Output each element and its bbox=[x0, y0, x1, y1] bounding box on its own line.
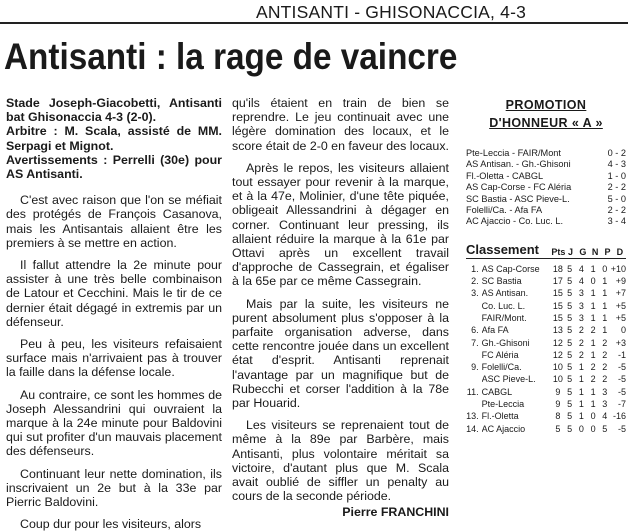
standings-p: 5 bbox=[602, 423, 608, 434]
standings-row bbox=[466, 361, 626, 373]
standings-n: 0 bbox=[590, 423, 596, 434]
standings-g: 1 bbox=[578, 386, 584, 397]
standings-rank: 14. bbox=[466, 423, 479, 434]
standings-p: 2 bbox=[602, 362, 608, 373]
standings-d: -5 bbox=[618, 386, 627, 397]
standings-n: 1 bbox=[590, 263, 596, 274]
standings-n: 1 bbox=[590, 300, 596, 311]
headline: Antisanti : la rage de vaincre bbox=[4, 36, 458, 77]
standings-j: 5 bbox=[567, 337, 573, 348]
standings-rank: 9. bbox=[471, 362, 479, 373]
standings-team: AS Antisan. bbox=[481, 288, 529, 299]
standings-team: Folelli/Ca. bbox=[481, 362, 522, 373]
standings-team: CABGL bbox=[481, 386, 513, 397]
col-header-d: D bbox=[616, 246, 624, 257]
standings-n: 2 bbox=[590, 325, 596, 336]
article-paragraph: Les visiteurs se reprenaient tout de même à la 89e par Barbère, mais Antisanti, plus volontaire méritait sa victoire, d'autant plus que M. Scala avait oublié de siffler un penalty au cours de la seconde période. bbox=[232, 418, 449, 504]
standings-j: 5 bbox=[567, 411, 573, 422]
standings-j: 5 bbox=[567, 399, 573, 409]
standings-g: 2 bbox=[578, 325, 584, 336]
standings-pts: 17 bbox=[552, 276, 563, 287]
standings-pts: 13 bbox=[552, 325, 563, 336]
standings-team: Gh.-Ghisoni bbox=[481, 337, 530, 348]
standings-d: +10 bbox=[610, 263, 627, 274]
results-list bbox=[466, 148, 626, 228]
article-column-2 bbox=[232, 96, 449, 520]
standings-rank bbox=[466, 398, 482, 410]
article-paragraph: Après le repos, les visiteurs allaient tout essayer pour revenir à la marque, et à la 47e, Molinier, d'une tête piquée, obligeait Allessandrini à dégager en corner. Continuant leur pressing, ils allaient réduire la marque à la 61e par Ottavi après un excellent travail d'approche de Cassegrain, et égaliser à la 65e par ce même Cassegrain. bbox=[232, 160, 449, 289]
standings-p: 1 bbox=[602, 325, 608, 336]
standings-j: 5 bbox=[567, 386, 573, 397]
standings-n: 0 bbox=[590, 276, 596, 287]
standings-rule bbox=[466, 258, 626, 259]
standings-rank: 2. bbox=[471, 276, 479, 287]
article-paragraph: Continuant leur nette domination, ils inscrivaient un 2e but à la 33e par Pierric Baldovini. bbox=[6, 466, 222, 510]
standings-rank: 7. bbox=[471, 337, 479, 348]
standings-pts: 8 bbox=[555, 411, 561, 422]
standings-row bbox=[466, 373, 626, 385]
standings-g: 3 bbox=[578, 288, 584, 299]
standings-d: +9 bbox=[615, 276, 627, 287]
standings-j: 5 bbox=[567, 423, 573, 434]
standings-n: 1 bbox=[590, 337, 596, 348]
standings-rank: 6. bbox=[471, 325, 479, 336]
standings-n: 1 bbox=[590, 288, 596, 299]
standings-p: 1 bbox=[602, 276, 608, 287]
kicker-rule bbox=[0, 22, 628, 24]
standings-j: 5 bbox=[567, 374, 573, 385]
standings-p: 3 bbox=[602, 399, 608, 409]
league-sidebar bbox=[466, 96, 626, 435]
standings-pts: 9 bbox=[555, 386, 561, 397]
standings-rank bbox=[466, 312, 482, 324]
result-teams: AC Ajaccio - Co. Luc. L. bbox=[466, 216, 564, 227]
standings-d: -1 bbox=[618, 349, 627, 360]
standings-p: 2 bbox=[602, 349, 608, 360]
result-row bbox=[466, 159, 626, 170]
standings-row bbox=[466, 263, 626, 275]
standings-row bbox=[466, 324, 626, 336]
standings-rank: 3. bbox=[471, 288, 479, 299]
standings-pts: 12 bbox=[552, 349, 563, 360]
standings-pts: 15 bbox=[552, 312, 563, 323]
kicker-title: ANTISANTI - GHISONACCIA, 4-3 bbox=[255, 2, 527, 22]
standings-pts: 10 bbox=[552, 374, 563, 385]
standings-pts: 12 bbox=[552, 337, 563, 348]
result-score: 1 - 0 bbox=[607, 170, 626, 181]
standings-row bbox=[466, 398, 626, 410]
result-row bbox=[466, 182, 626, 193]
article-paragraph: Il fallut attendre la 2e minute pour assister à une très belle combinaison de Latour et Cecchini. Mais le tir de ce dernier était dégagé in extremis par un défenseur. bbox=[6, 258, 222, 329]
standings-pts: 15 bbox=[552, 288, 563, 299]
standings-g: 3 bbox=[578, 300, 584, 311]
article-paragraph: qu'ils étaient en train de bien se reprendre. Le jeu continuait avec une légère domination des locaux, et le score était de 2-0 en faveur des locaux. bbox=[232, 96, 449, 153]
standings-j: 5 bbox=[567, 288, 573, 299]
result-teams: SC Bastia - ASC Pieve-L. bbox=[466, 193, 570, 204]
standings-j: 5 bbox=[567, 312, 573, 323]
col-header-j: J bbox=[568, 246, 574, 257]
standings-j: 5 bbox=[567, 276, 573, 287]
standings-p: 1 bbox=[602, 300, 608, 311]
author-signature: Pierre FRANCHINI bbox=[342, 505, 449, 520]
standings-row bbox=[466, 275, 626, 287]
standings-pts: 5 bbox=[555, 423, 561, 434]
standings-j: 5 bbox=[567, 349, 573, 360]
result-teams: Fl.-Oletta - CABGL bbox=[466, 170, 544, 181]
col-header-p: P bbox=[604, 246, 611, 257]
standings-team: Fl.-Oletta bbox=[481, 411, 519, 422]
article-paragraph: C'est avec raison que l'on se méfiait des protégés de François Casanova, mais les Antisantais allaient être les premiers à se mettre en action. bbox=[6, 193, 222, 250]
standings-row bbox=[466, 349, 626, 361]
result-score: 4 - 3 bbox=[607, 159, 626, 170]
standings-d: +5 bbox=[615, 300, 627, 311]
standings-table bbox=[466, 263, 626, 435]
standings-p: 1 bbox=[602, 312, 608, 323]
standings-g: 1 bbox=[578, 411, 584, 422]
col-header-g: G bbox=[579, 246, 587, 257]
result-score: 3 - 4 bbox=[607, 216, 626, 227]
standings-pts: 9 bbox=[555, 399, 561, 409]
col-header-n: N bbox=[591, 246, 599, 257]
standings-row bbox=[466, 300, 626, 312]
standings-row bbox=[466, 386, 626, 398]
standings-team: ASC Pieve-L. bbox=[481, 374, 536, 385]
standings-pts: 15 bbox=[552, 300, 563, 311]
standings-g: 1 bbox=[578, 362, 584, 373]
article-paragraph: Coup dur pour les visiteurs, alors bbox=[20, 517, 202, 531]
standings-g: 0 bbox=[578, 423, 584, 434]
standings-rank: 1. bbox=[471, 263, 479, 274]
standings-pts: 18 bbox=[552, 263, 563, 274]
col-header-pts: Pts bbox=[551, 246, 566, 257]
standings-j: 5 bbox=[567, 300, 573, 311]
standings-d: -7 bbox=[618, 399, 627, 409]
standings-p: 3 bbox=[602, 386, 608, 397]
result-teams: AS Antisan. - Gh.-Ghisoni bbox=[466, 159, 571, 170]
standings-team: FC Aléria bbox=[481, 349, 519, 360]
standings-n: 1 bbox=[590, 349, 596, 360]
article-column-1 bbox=[6, 96, 222, 531]
standings-p: 2 bbox=[602, 337, 608, 348]
standings-g: 2 bbox=[578, 349, 584, 360]
standings-team: FAIR/Mont. bbox=[481, 312, 527, 323]
standings-row bbox=[466, 410, 626, 422]
standings-header bbox=[466, 242, 626, 257]
standings-d: +7 bbox=[615, 288, 627, 299]
result-row bbox=[466, 205, 626, 216]
result-teams: Pte-Leccia - FAIR/Mont bbox=[466, 148, 561, 158]
standings-g: 4 bbox=[578, 263, 584, 274]
standings-g: 4 bbox=[578, 276, 584, 287]
standings-d: +3 bbox=[615, 337, 627, 348]
article-paragraph: Peu à peu, les visiteurs refaisaient surface mais n'arrivaient pas à trouver la faille dans la défense locale. bbox=[6, 337, 222, 380]
standings-d: -5 bbox=[618, 374, 627, 385]
result-teams: AS Cap-Corse - FC Aléria bbox=[466, 182, 572, 193]
article-paragraph: Au contraire, ce sont les hommes de Joseph Alessandrini qui ouvraient la marque à la 24e minute pour Baldovini qui sut profiter d'un mauvais placement des défenseurs. bbox=[6, 387, 222, 459]
league-title-line1: PROMOTION bbox=[505, 98, 587, 112]
result-score: 5 - 0 bbox=[607, 193, 626, 204]
standings-j: 5 bbox=[567, 263, 573, 274]
standings-g: 2 bbox=[578, 337, 584, 348]
standings-d: 0 bbox=[621, 325, 627, 336]
match-info-referee: Arbitre : M. Scala, assisté de MM. Serpagi et Mignot. bbox=[6, 124, 222, 153]
standings-row bbox=[466, 423, 626, 435]
result-teams: Folelli/Ca. - Afa FA bbox=[466, 204, 543, 215]
standings-title: Classement bbox=[466, 241, 539, 257]
standings-g: 1 bbox=[578, 399, 584, 409]
standings-n: 1 bbox=[590, 386, 596, 397]
match-info-stadium: Stade Joseph-Giacobetti, Antisanti bat Ghisonaccia 4-3 (2-0). bbox=[6, 96, 222, 125]
match-info-warnings: Avertissements : Perrelli (30e) pour AS Antisanti. bbox=[6, 152, 222, 182]
standings-rank bbox=[466, 349, 482, 361]
standings-g: 1 bbox=[578, 374, 584, 385]
result-row bbox=[466, 216, 626, 227]
standings-rank: 11. bbox=[466, 386, 479, 397]
result-score: 2 - 2 bbox=[607, 182, 626, 193]
standings-p: 2 bbox=[602, 374, 608, 385]
standings-d: +5 bbox=[615, 312, 627, 323]
standings-team: Pte-Leccia bbox=[481, 399, 525, 409]
league-title-line2: D'HONNEUR « A » bbox=[489, 116, 603, 130]
standings-rank bbox=[466, 373, 482, 385]
standings-pts: 10 bbox=[552, 362, 563, 373]
standings-n: 1 bbox=[590, 399, 596, 409]
standings-d: -5 bbox=[618, 423, 627, 434]
standings-rank: 13. bbox=[466, 411, 479, 422]
standings-n: 2 bbox=[590, 362, 596, 373]
standings-team: AC Ajaccio bbox=[481, 423, 526, 434]
article-paragraph: Mais par la suite, les visiteurs ne purent absolument plus s'opposer à la parfaite organisation adverse, dans cette rencontre jouée dans un excellent état d'esprit. Antisanti reprenait l'avantage par un magnifique but de Rubecchi et corser l'addition à la 78e par Houarid. bbox=[232, 296, 449, 411]
result-row bbox=[466, 148, 626, 159]
standings-row bbox=[466, 337, 626, 349]
standings-team: Afa FA bbox=[481, 325, 509, 336]
standings-team: Co. Luc. L. bbox=[481, 300, 526, 311]
standings-n: 1 bbox=[590, 312, 596, 323]
standings-d: -5 bbox=[618, 362, 627, 373]
result-score: 2 - 2 bbox=[607, 204, 626, 215]
result-row bbox=[466, 194, 626, 205]
standings-rank bbox=[466, 300, 482, 312]
standings-j: 5 bbox=[567, 325, 573, 336]
standings-n: 0 bbox=[590, 411, 596, 422]
standings-n: 2 bbox=[590, 374, 596, 385]
standings-p: 4 bbox=[602, 411, 608, 422]
standings-p: 0 bbox=[602, 263, 608, 274]
standings-row bbox=[466, 287, 626, 299]
standings-team: AS Cap-Corse bbox=[481, 263, 540, 274]
result-row bbox=[466, 171, 626, 182]
standings-j: 5 bbox=[567, 362, 573, 373]
standings-row bbox=[466, 312, 626, 324]
standings-g: 3 bbox=[578, 312, 584, 323]
standings-team: SC Bastia bbox=[481, 276, 522, 287]
standings-p: 1 bbox=[602, 288, 608, 299]
result-score: 0 - 2 bbox=[607, 148, 626, 158]
standings-d: -16 bbox=[613, 411, 627, 422]
